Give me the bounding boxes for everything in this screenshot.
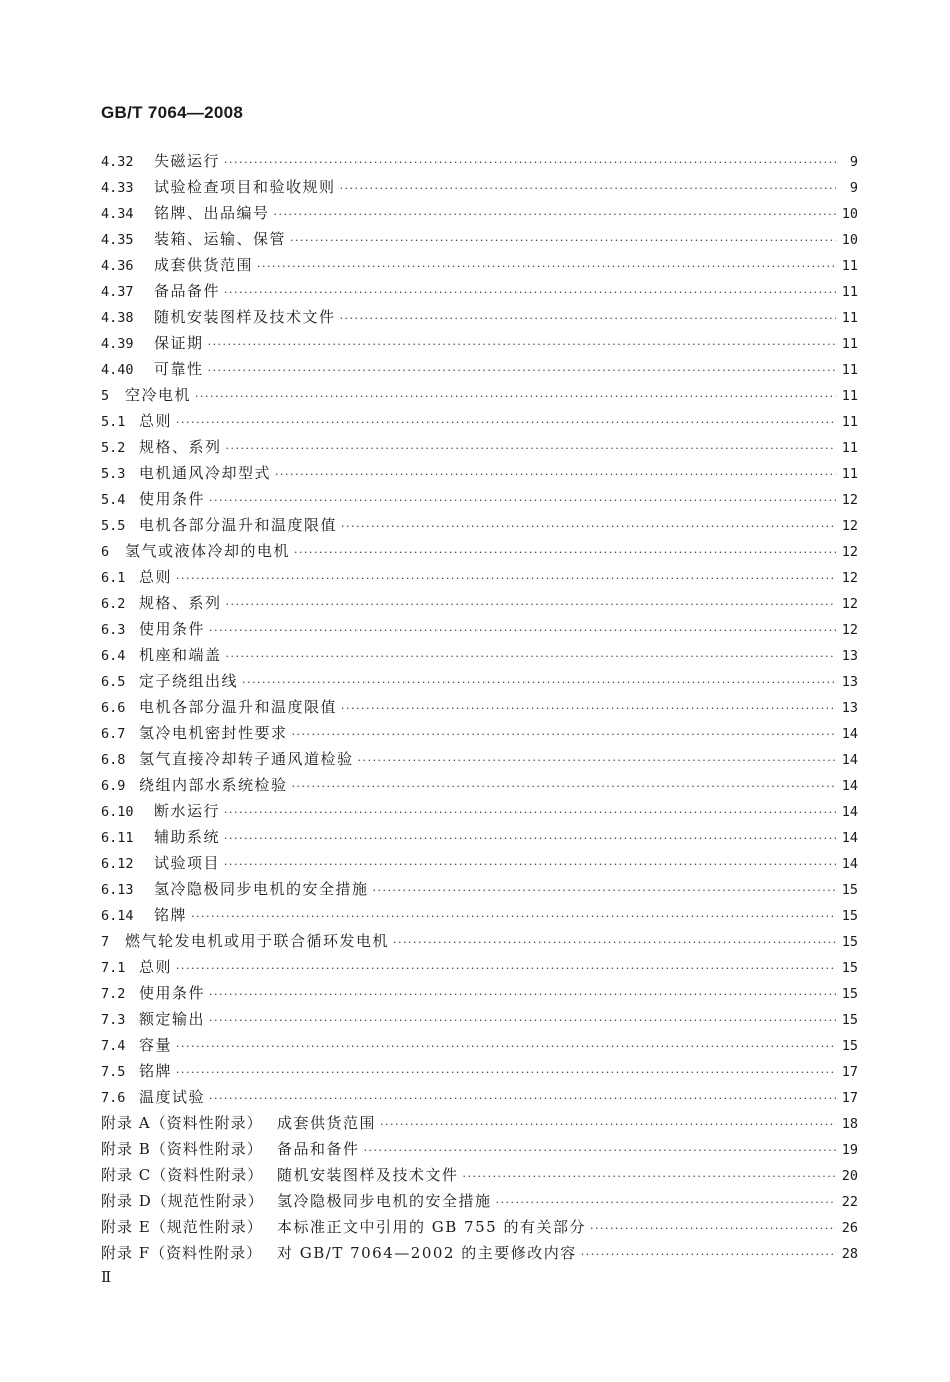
toc-entry[interactable]: [101, 590, 858, 616]
toc-entry-number: 6.14: [101, 908, 134, 924]
toc-entry-number: 4.39: [101, 336, 134, 352]
toc-entry[interactable]: [101, 252, 858, 278]
dot-leader: [340, 176, 836, 202]
toc-entry[interactable]: [101, 278, 858, 304]
toc-entry[interactable]: [101, 1058, 858, 1084]
toc-entry-title: 铭牌: [154, 906, 188, 924]
toc-entry-title: 断水运行: [154, 802, 221, 820]
toc-entry-page: 11: [841, 466, 858, 482]
toc-entry[interactable]: [101, 148, 858, 174]
toc-entry-title: 辅助系统: [154, 828, 221, 846]
dot-leader: [294, 540, 836, 566]
toc-entry-number: 6.11: [101, 830, 134, 846]
appendix-page: 22: [841, 1194, 858, 1210]
appendix-page: 20: [841, 1168, 858, 1184]
toc-entry[interactable]: [101, 928, 858, 954]
appendix-entry[interactable]: [101, 1162, 858, 1188]
toc-entry-title: 铭牌: [139, 1062, 173, 1080]
dot-leader: [226, 644, 836, 670]
appendix-label: 附录 F（资料性附录）: [101, 1244, 263, 1262]
toc-entry-number: 4.33: [101, 180, 134, 196]
toc-entry-page: 11: [841, 440, 858, 456]
toc-entry-number: 6.1: [101, 570, 126, 586]
toc-entry[interactable]: [101, 668, 858, 694]
toc-entry[interactable]: [101, 902, 858, 928]
toc-entry[interactable]: [101, 304, 858, 330]
toc-entry-title: 使用条件: [139, 984, 206, 1002]
dot-leader: [176, 1034, 836, 1060]
dot-leader: [224, 800, 836, 826]
toc-entry-number: 7.3: [101, 1012, 126, 1028]
toc-entry-page: 15: [841, 960, 858, 976]
appendix-title: 随机安装图样及技术文件: [277, 1166, 459, 1184]
toc-entry-page: 10: [841, 206, 858, 222]
toc-entry-page: 17: [841, 1090, 858, 1106]
toc-entry-page: 11: [841, 336, 858, 352]
dot-leader: [208, 358, 836, 384]
dot-leader: [224, 280, 836, 306]
toc-entry-page: 15: [841, 1038, 858, 1054]
table-of-contents: [101, 148, 858, 1266]
toc-entry[interactable]: [101, 824, 858, 850]
dot-leader: [496, 1190, 836, 1216]
toc-entry-page: 14: [841, 726, 858, 742]
dot-leader: [224, 826, 836, 852]
toc-entry-number: 5.1: [101, 414, 126, 430]
toc-entry-page: 10: [841, 232, 858, 248]
toc-entry-page: 12: [841, 492, 858, 508]
toc-entry-title: 规格、系列: [139, 438, 222, 456]
dot-leader: [373, 878, 836, 904]
dot-leader: [176, 956, 836, 982]
toc-entry[interactable]: [101, 1006, 858, 1032]
toc-entry-number: 6.2: [101, 596, 126, 612]
toc-entry[interactable]: [101, 564, 858, 590]
toc-entry-title: 保证期: [154, 334, 204, 352]
appendix-label: 附录 B（资料性附录）: [101, 1140, 263, 1158]
appendix-page: 26: [841, 1220, 858, 1236]
appendix-entry[interactable]: [101, 1136, 858, 1162]
toc-entry-page: 11: [841, 414, 858, 430]
toc-entry[interactable]: [101, 434, 858, 460]
toc-entry[interactable]: [101, 746, 858, 772]
toc-entry-page: 11: [841, 284, 858, 300]
toc-entry[interactable]: [101, 200, 858, 226]
dot-leader: [257, 254, 836, 280]
toc-entry-title: 试验检查项目和验收规则: [154, 178, 336, 196]
dot-leader: [209, 1086, 836, 1112]
toc-entry-page: 12: [841, 622, 858, 638]
toc-entry-page: 14: [841, 804, 858, 820]
toc-entry[interactable]: [101, 980, 858, 1006]
dot-leader: [292, 774, 836, 800]
toc-entry-number: 5: [101, 388, 110, 404]
toc-entry[interactable]: [101, 330, 858, 356]
appendix-page: 28: [841, 1246, 858, 1262]
appendix-label: 附录 E（规范性附录）: [101, 1218, 263, 1236]
toc-entry[interactable]: [101, 1032, 858, 1058]
toc-entry-title: 额定输出: [139, 1010, 206, 1028]
dot-leader: [358, 748, 836, 774]
toc-entry-title: 失磁运行: [154, 152, 221, 170]
toc-entry-title: 成套供货范围: [154, 256, 254, 274]
dot-leader: [224, 150, 836, 176]
toc-entry-title: 氢气直接冷却转子通风道检验: [139, 750, 354, 768]
toc-entry-title: 机座和端盖: [139, 646, 222, 664]
toc-entry-number: 7: [101, 934, 110, 950]
toc-entry[interactable]: [101, 356, 858, 382]
toc-entry-number: 7.4: [101, 1038, 126, 1054]
toc-entry-title: 电机通风冷却型式: [139, 464, 272, 482]
dot-leader: [209, 488, 836, 514]
toc-entry[interactable]: [101, 798, 858, 824]
toc-entry-number: 6.8: [101, 752, 126, 768]
toc-entry-title: 随机安装图样及技术文件: [154, 308, 336, 326]
toc-entry-page: 13: [841, 648, 858, 664]
dot-leader: [209, 1008, 836, 1034]
toc-entry[interactable]: [101, 460, 858, 486]
toc-entry-number: 6.6: [101, 700, 126, 716]
toc-entry-page: 12: [841, 596, 858, 612]
appendix-title: 对 GB/T 7064—2002 的主要修改内容: [277, 1244, 577, 1262]
toc-entry-number: 7.5: [101, 1064, 126, 1080]
toc-entry[interactable]: [101, 642, 858, 668]
dot-leader: [590, 1216, 836, 1242]
toc-entry-title: 试验项目: [154, 854, 221, 872]
toc-entry-number: 4.35: [101, 232, 134, 248]
toc-entry-number: 4.40: [101, 362, 134, 378]
toc-entry-page: 9: [849, 180, 858, 196]
dot-leader: [290, 228, 836, 254]
page-number-footer: Ⅱ: [101, 1268, 112, 1286]
appendix-title: 备品和备件: [277, 1140, 360, 1158]
toc-entry-number: 5.2: [101, 440, 126, 456]
dot-leader: [208, 332, 836, 358]
dot-leader: [393, 930, 836, 956]
toc-entry[interactable]: [101, 876, 858, 902]
dot-leader: [242, 670, 836, 696]
toc-entry-title: 总则: [139, 958, 173, 976]
toc-entry-number: 6.4: [101, 648, 126, 664]
toc-entry-number: 5.4: [101, 492, 126, 508]
toc-entry[interactable]: [101, 694, 858, 720]
dot-leader: [195, 384, 836, 410]
toc-entry-title: 电机各部分温升和温度限值: [139, 698, 338, 716]
toc-entry-title: 可靠性: [154, 360, 204, 378]
toc-entry-title: 绕组内部水系统检验: [139, 776, 288, 794]
toc-entry-page: 11: [841, 258, 858, 274]
standard-code-header: GB/T 7064—2008: [101, 103, 244, 122]
appendix-entry[interactable]: [101, 1240, 858, 1266]
toc-entry[interactable]: [101, 382, 858, 408]
appendix-title: 本标准正文中引用的 GB 755 的有关部分: [277, 1218, 586, 1236]
dot-leader: [191, 904, 836, 930]
dot-leader: [364, 1138, 836, 1164]
toc-entry-page: 15: [841, 1012, 858, 1028]
toc-entry[interactable]: [101, 408, 858, 434]
appendix-label: 附录 C（资料性附录）: [101, 1166, 264, 1184]
toc-entry[interactable]: [101, 174, 858, 200]
toc-entry-number: 6.9: [101, 778, 126, 794]
appendix-entry[interactable]: [101, 1214, 858, 1240]
toc-entry[interactable]: [101, 226, 858, 252]
toc-entry[interactable]: [101, 512, 858, 538]
toc-entry-title: 氢气或液体冷却的电机: [125, 542, 291, 560]
toc-entry-title: 氢冷电机密封性要求: [139, 724, 288, 742]
toc-entry-number: 4.36: [101, 258, 134, 274]
toc-entry-title: 使用条件: [139, 490, 206, 508]
toc-entry-page: 15: [841, 882, 858, 898]
toc-entry-number: 6: [101, 544, 110, 560]
toc-entry-number: 4.38: [101, 310, 134, 326]
appendix-entry[interactable]: [101, 1110, 858, 1136]
toc-entry-page: 12: [841, 570, 858, 586]
appendix-title: 氢冷隐极同步电机的安全措施: [277, 1192, 492, 1210]
toc-entry-title: 装箱、运输、保管: [154, 230, 287, 248]
toc-entry-page: 15: [841, 908, 858, 924]
toc-entry-number: 4.32: [101, 154, 134, 170]
appendix-title: 成套供货范围: [277, 1114, 377, 1132]
toc-entry-page: 11: [841, 362, 858, 378]
toc-entry-page: 15: [841, 986, 858, 1002]
dot-leader: [176, 410, 836, 436]
dot-leader: [274, 202, 836, 228]
toc-entry-title: 铭牌、出品编号: [154, 204, 270, 222]
toc-entry-title: 定子绕组出线: [139, 672, 239, 690]
toc-entry-title: 电机各部分温升和温度限值: [139, 516, 338, 534]
toc-entry-number: 5.5: [101, 518, 126, 534]
toc-entry-page: 11: [841, 310, 858, 326]
toc-entry-title: 空冷电机: [125, 386, 192, 404]
dot-leader: [341, 696, 836, 722]
toc-entry-page: 13: [841, 674, 858, 690]
dot-leader: [341, 514, 836, 540]
toc-entry-number: 6.7: [101, 726, 126, 742]
toc-entry-title: 规格、系列: [139, 594, 222, 612]
toc-entry-page: 9: [849, 154, 858, 170]
toc-entry[interactable]: [101, 1084, 858, 1110]
toc-entry-page: 14: [841, 778, 858, 794]
toc-entry-title: 燃气轮发电机或用于联合循环发电机: [125, 932, 390, 950]
toc-entry-page: 12: [841, 518, 858, 534]
toc-entry[interactable]: [101, 720, 858, 746]
appendix-label: 附录 D（规范性附录）: [101, 1192, 264, 1210]
toc-entry-page: 14: [841, 752, 858, 768]
toc-entry-title: 总则: [139, 412, 173, 430]
toc-entry-page: 17: [841, 1064, 858, 1080]
dot-leader: [275, 462, 836, 488]
toc-entry-number: 7.1: [101, 960, 126, 976]
toc-entry-title: 使用条件: [139, 620, 206, 638]
toc-entry-number: 4.37: [101, 284, 134, 300]
toc-entry-number: 6.10: [101, 804, 134, 820]
dot-leader: [380, 1112, 836, 1138]
toc-entry-page: 11: [841, 388, 858, 404]
dot-leader: [581, 1242, 836, 1268]
dot-leader: [463, 1164, 836, 1190]
appendix-entry[interactable]: [101, 1188, 858, 1214]
dot-leader: [224, 852, 836, 878]
toc-entry-page: 14: [841, 830, 858, 846]
dot-leader: [209, 982, 836, 1008]
dot-leader: [176, 1060, 836, 1086]
toc-entry-title: 温度试验: [139, 1088, 206, 1106]
toc-entry-page: 15: [841, 934, 858, 950]
dot-leader: [226, 592, 836, 618]
dot-leader: [176, 566, 836, 592]
toc-entry-number: 6.3: [101, 622, 126, 638]
toc-entry-number: 6.12: [101, 856, 134, 872]
toc-entry-number: 6.13: [101, 882, 134, 898]
toc-entry-page: 13: [841, 700, 858, 716]
dot-leader: [292, 722, 836, 748]
dot-leader: [209, 618, 836, 644]
toc-entry-number: 5.3: [101, 466, 126, 482]
appendix-page: 19: [841, 1142, 858, 1158]
toc-entry-number: 6.5: [101, 674, 126, 690]
toc-entry[interactable]: [101, 486, 858, 512]
dot-leader: [340, 306, 836, 332]
appendix-page: 18: [841, 1116, 858, 1132]
toc-entry[interactable]: [101, 850, 858, 876]
toc-entry-title: 氢冷隐极同步电机的安全措施: [154, 880, 369, 898]
toc-entry-title: 容量: [139, 1036, 173, 1054]
dot-leader: [226, 436, 836, 462]
toc-entry-title: 总则: [139, 568, 173, 586]
toc-entry-number: 7.6: [101, 1090, 126, 1106]
toc-entry-page: 12: [841, 544, 858, 560]
toc-entry[interactable]: [101, 616, 858, 642]
toc-entry[interactable]: [101, 954, 858, 980]
toc-entry[interactable]: [101, 538, 858, 564]
toc-entry[interactable]: [101, 772, 858, 798]
toc-entry-page: 14: [841, 856, 858, 872]
toc-entry-title: 备品备件: [154, 282, 221, 300]
toc-entry-number: 4.34: [101, 206, 134, 222]
toc-entry-number: 7.2: [101, 986, 126, 1002]
appendix-label: 附录 A（资料性附录）: [101, 1114, 263, 1132]
